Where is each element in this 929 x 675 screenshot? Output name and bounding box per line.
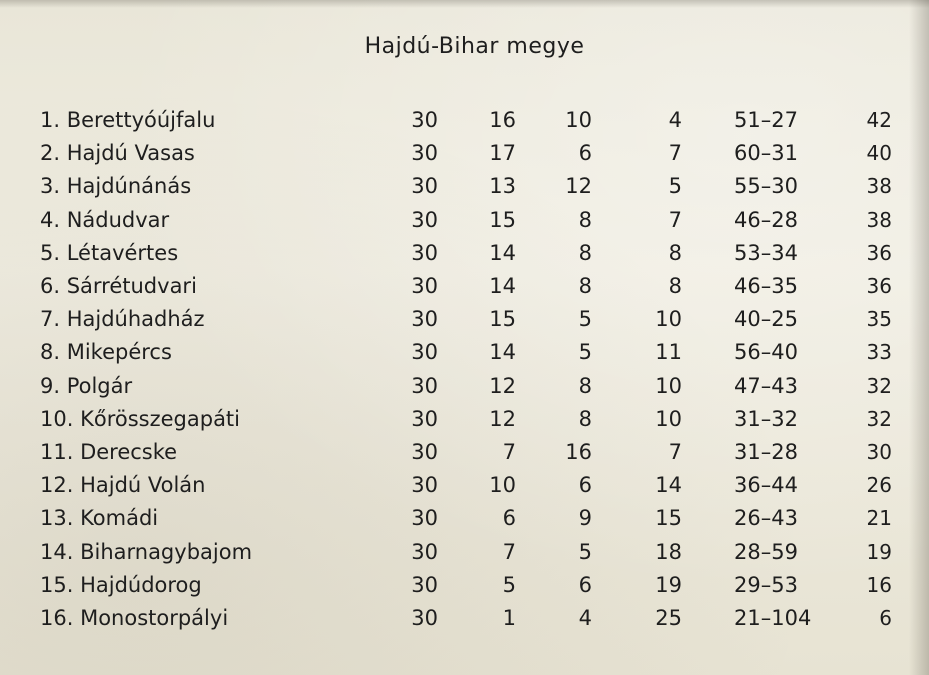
- games-played: 30: [411, 572, 438, 597]
- games-lost: 7: [668, 440, 682, 464]
- games-lost: 5: [668, 174, 682, 199]
- games-won: 6: [502, 506, 516, 531]
- games-drawn: 5: [578, 340, 592, 365]
- goal-ratio: 46–28: [734, 207, 798, 232]
- points: 35: [866, 307, 892, 332]
- goal-ratio: 60–31: [734, 141, 798, 166]
- goal-ratio: 29–53: [734, 572, 798, 597]
- games-drawn: 5: [578, 539, 592, 564]
- games-drawn: 16: [565, 440, 592, 464]
- goal-ratio: 47–43: [734, 373, 798, 398]
- table-row: [0, 307, 929, 339]
- points: 32: [866, 373, 892, 398]
- table-row: [0, 174, 929, 206]
- table-row: [0, 473, 929, 505]
- team-name: 5. Létavértes: [40, 240, 179, 265]
- team-name: 8. Mikepércs: [40, 340, 172, 365]
- points: 33: [866, 340, 892, 365]
- games-played: 30: [411, 406, 438, 431]
- games-played: 30: [411, 141, 438, 166]
- table-row: [0, 108, 929, 140]
- goal-ratio: 40–25: [734, 307, 798, 332]
- games-played: 30: [411, 174, 438, 199]
- games-drawn: 6: [578, 141, 592, 166]
- games-drawn: 9: [578, 506, 592, 531]
- games-played: 30: [411, 373, 438, 398]
- games-won: 7: [502, 539, 516, 564]
- team-name: 3. Hajdúnánás: [40, 174, 192, 199]
- games-played: 30: [411, 440, 438, 464]
- table-row: [0, 374, 929, 406]
- page-title: Hajdú-Bihar megye: [364, 34, 585, 59]
- games-played: 30: [411, 307, 438, 332]
- games-won: 15: [489, 207, 516, 232]
- games-drawn: 10: [565, 108, 592, 132]
- games-lost: 7: [668, 207, 682, 232]
- games-lost: 11: [655, 340, 682, 365]
- games-drawn: 8: [578, 207, 592, 232]
- team-name: 9. Polgár: [40, 373, 133, 398]
- points: 6: [879, 606, 892, 630]
- games-lost: 8: [668, 274, 682, 298]
- games-won: 16: [489, 108, 516, 132]
- games-lost: 8: [668, 240, 682, 265]
- games-played: 30: [411, 506, 438, 531]
- team-name: 2. Hajdú Vasas: [40, 141, 195, 166]
- games-played: 30: [411, 240, 438, 265]
- team-name: 1. Berettyóújfalu: [40, 108, 216, 132]
- games-won: 5: [502, 572, 516, 597]
- table-row: [0, 407, 929, 439]
- team-name: 16. Monostorpályi: [40, 606, 229, 630]
- table-row: [0, 141, 929, 173]
- points: 19: [866, 539, 892, 564]
- games-won: 1: [502, 606, 516, 630]
- goal-ratio: 51–27: [734, 108, 798, 132]
- games-played: 30: [411, 539, 438, 564]
- table-row: [0, 241, 929, 273]
- games-lost: 25: [655, 606, 682, 630]
- goal-ratio: 36–44: [734, 473, 798, 498]
- games-lost: 14: [655, 473, 682, 498]
- games-drawn: 5: [578, 307, 592, 332]
- games-drawn: 12: [565, 174, 592, 199]
- points: 36: [866, 274, 892, 298]
- team-name: 12. Hajdú Volán: [40, 473, 206, 498]
- games-won: 14: [489, 340, 516, 365]
- games-won: 17: [489, 141, 516, 166]
- games-lost: 7: [668, 141, 682, 166]
- table-row: [0, 540, 929, 572]
- goal-ratio: 26–43: [734, 506, 798, 531]
- games-won: 12: [489, 373, 516, 398]
- goal-ratio: 53–34: [734, 240, 798, 265]
- games-drawn: 8: [578, 373, 592, 398]
- games-won: 14: [489, 240, 516, 265]
- table-row: [0, 340, 929, 372]
- goal-ratio: 31–28: [734, 440, 798, 464]
- games-drawn: 6: [578, 572, 592, 597]
- games-drawn: 4: [578, 606, 592, 630]
- games-won: 7: [502, 440, 516, 464]
- games-drawn: 8: [578, 406, 592, 431]
- points: 32: [866, 406, 892, 431]
- games-drawn: 6: [578, 473, 592, 498]
- games-lost: 4: [668, 108, 682, 132]
- games-lost: 10: [655, 406, 682, 431]
- goal-ratio: 55–30: [734, 174, 798, 199]
- points: 30: [866, 440, 892, 464]
- table-row: [0, 506, 929, 538]
- table-row: [0, 274, 929, 306]
- points: 42: [866, 108, 892, 132]
- table-row: [0, 440, 929, 472]
- games-played: 30: [411, 340, 438, 365]
- goal-ratio: 31–32: [734, 406, 798, 431]
- points: 16: [866, 572, 892, 597]
- games-won: 15: [489, 307, 516, 332]
- points: 38: [866, 207, 892, 232]
- games-played: 30: [411, 108, 438, 132]
- goal-ratio: 28–59: [734, 539, 798, 564]
- points: 38: [866, 174, 892, 199]
- points: 26: [866, 473, 892, 498]
- games-won: 10: [489, 473, 516, 498]
- team-name: 4. Nádudvar: [40, 207, 170, 232]
- games-played: 30: [411, 274, 438, 298]
- games-lost: 15: [655, 506, 682, 531]
- games-lost: 18: [655, 539, 682, 564]
- team-name: 6. Sárrétudvari: [40, 274, 197, 298]
- team-name: 13. Komádi: [40, 506, 159, 531]
- games-lost: 19: [655, 572, 682, 597]
- points: 36: [866, 240, 892, 265]
- team-name: 10. Kőrösszegapáti: [40, 406, 241, 431]
- games-won: 12: [489, 406, 516, 431]
- table-row: [0, 208, 929, 240]
- team-name: 14. Biharnagybajom: [40, 539, 253, 564]
- goal-ratio: 46–35: [734, 274, 798, 298]
- games-won: 13: [489, 174, 516, 199]
- games-lost: 10: [655, 373, 682, 398]
- team-name: 7. Hajdúhadház: [40, 307, 205, 332]
- page-top-shadow: [0, 0, 929, 8]
- games-won: 14: [489, 274, 516, 298]
- team-name: 15. Hajdúdorog: [40, 572, 202, 597]
- games-lost: 10: [655, 307, 682, 332]
- games-drawn: 8: [578, 240, 592, 265]
- points: 21: [866, 506, 892, 531]
- games-played: 30: [411, 473, 438, 498]
- games-played: 30: [411, 207, 438, 232]
- table-row: [0, 573, 929, 605]
- goal-ratio: 56–40: [734, 340, 798, 365]
- table-row: [0, 606, 929, 638]
- games-drawn: 8: [578, 274, 592, 298]
- games-played: 30: [411, 606, 438, 630]
- goal-ratio: 21–104: [734, 606, 812, 630]
- points: 40: [866, 141, 892, 166]
- team-name: 11. Derecske: [40, 440, 178, 464]
